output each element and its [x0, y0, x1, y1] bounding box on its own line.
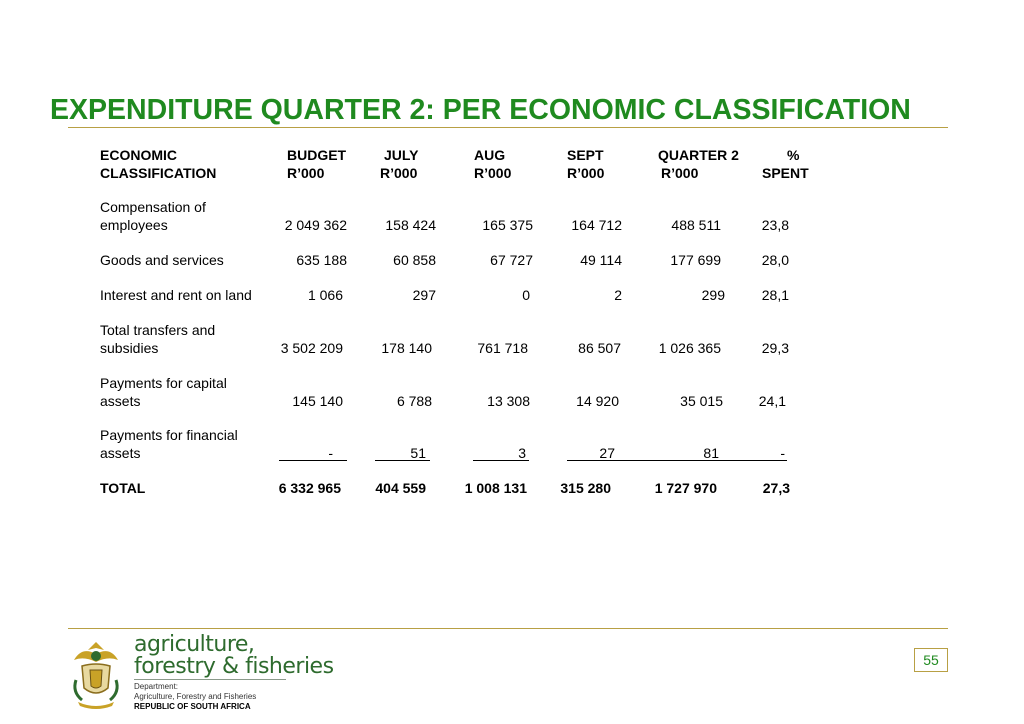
column-header-c6-line1: %	[787, 147, 800, 163]
cell-sept: 49 114	[580, 252, 622, 268]
country-name: REPUBLIC OF SOUTH AFRICA	[134, 702, 251, 711]
cell-pct: 24,1	[758, 393, 786, 409]
column-header-c3-line1: AUG	[474, 147, 506, 163]
cell-sept: 164 712	[571, 217, 622, 233]
column-header-c4-line2: R’000	[567, 165, 605, 181]
row-label: assets	[100, 393, 141, 409]
page-title: EXPENDITURE QUARTER 2: PER ECONOMIC CLASSIFICATION	[50, 94, 911, 126]
total-pct: 27,3	[762, 480, 790, 496]
cell-july: 51	[410, 445, 426, 461]
total-july: 404 559	[375, 480, 426, 496]
cell-budget: 2 049 362	[284, 217, 347, 233]
cell-pct: 23,8	[761, 217, 789, 233]
cell-q2: 35 015	[680, 393, 723, 409]
cell-sept: 14 920	[576, 393, 619, 409]
department-label: Department:	[134, 682, 179, 691]
brand-name-line2: forestry & fisheries	[134, 654, 334, 679]
column-header-c0-line2: CLASSIFICATION	[100, 165, 217, 181]
cell-july: 60 858	[393, 252, 436, 268]
coat-of-arms-icon	[68, 636, 124, 712]
column-header-c1-line1: BUDGET	[287, 147, 347, 163]
cell-q2: 177 699	[670, 252, 721, 268]
brand-name-line1: agriculture,	[134, 632, 255, 657]
cell-pct: 29,3	[761, 340, 789, 356]
column-header-c4-line1: SEPT	[567, 147, 604, 163]
footer-divider	[68, 628, 948, 629]
cell-sept: 86 507	[578, 340, 621, 356]
cell-q2: 81	[703, 445, 719, 461]
cell-budget: 635 188	[296, 252, 347, 268]
cell-aug: 0	[522, 287, 530, 303]
subtotal-underline	[473, 460, 529, 461]
cell-pct: 28,0	[761, 252, 789, 268]
column-header-c0-line1: ECONOMIC	[100, 147, 177, 163]
row-label: assets	[100, 445, 141, 461]
column-header-c2-line1: JULY	[384, 147, 419, 163]
cell-budget: 3 502 209	[280, 340, 343, 356]
column-header-c6-line2: SPENT	[762, 165, 809, 181]
cell-aug: 761 718	[477, 340, 528, 356]
cell-aug: 67 727	[490, 252, 533, 268]
row-label: subsidies	[100, 340, 159, 356]
column-header-c3-line2: R’000	[474, 165, 512, 181]
row-label: Goods and services	[100, 252, 224, 268]
column-header-c1-line2: R’000	[287, 165, 325, 181]
column-header-c5-line1: QUARTER 2	[658, 147, 739, 163]
cell-budget: 1 066	[307, 287, 343, 303]
row-label: employees	[100, 217, 168, 233]
cell-sept: 27	[599, 445, 615, 461]
subtotal-underline	[617, 460, 725, 461]
cell-pct: 28,1	[761, 287, 789, 303]
subtotal-underline	[725, 460, 787, 461]
cell-july: 178 140	[381, 340, 432, 356]
total-aug: 1 008 131	[464, 480, 527, 496]
row-label: Payments for capital	[100, 375, 227, 391]
row-label: Interest and rent on land	[100, 287, 252, 303]
cell-q2: 299	[701, 287, 725, 303]
total-label: TOTAL	[100, 480, 146, 496]
cell-pct: -	[780, 445, 785, 461]
subtotal-underline	[567, 460, 617, 461]
total-sept: 315 280	[560, 480, 611, 496]
cell-q2: 488 511	[671, 217, 721, 233]
total-q2: 1 727 970	[654, 480, 717, 496]
cell-july: 6 788	[396, 393, 432, 409]
cell-sept: 2	[614, 287, 622, 303]
cell-budget: -	[328, 445, 333, 461]
cell-aug: 13 308	[487, 393, 530, 409]
total-budget: 6 332 965	[278, 480, 341, 496]
cell-budget: 145 140	[292, 393, 343, 409]
department-name: Agriculture, Forestry and Fisheries	[134, 692, 257, 701]
column-header-c2-line2: R’000	[380, 165, 418, 181]
brand-divider	[134, 679, 286, 680]
page-number: 55	[914, 648, 948, 672]
cell-aug: 3	[518, 445, 526, 461]
title-divider	[68, 127, 948, 128]
cell-july: 297	[412, 287, 436, 303]
subtotal-underline	[375, 460, 430, 461]
row-label: Compensation of	[100, 199, 206, 215]
cell-q2: 1 026 365	[658, 340, 721, 356]
row-label: Payments for financial	[100, 427, 238, 443]
subtotal-underline	[279, 460, 347, 461]
column-header-c5-line2: R’000	[661, 165, 699, 181]
cell-july: 158 424	[385, 217, 436, 233]
cell-aug: 165 375	[482, 217, 533, 233]
row-label: Total transfers and	[100, 322, 216, 338]
